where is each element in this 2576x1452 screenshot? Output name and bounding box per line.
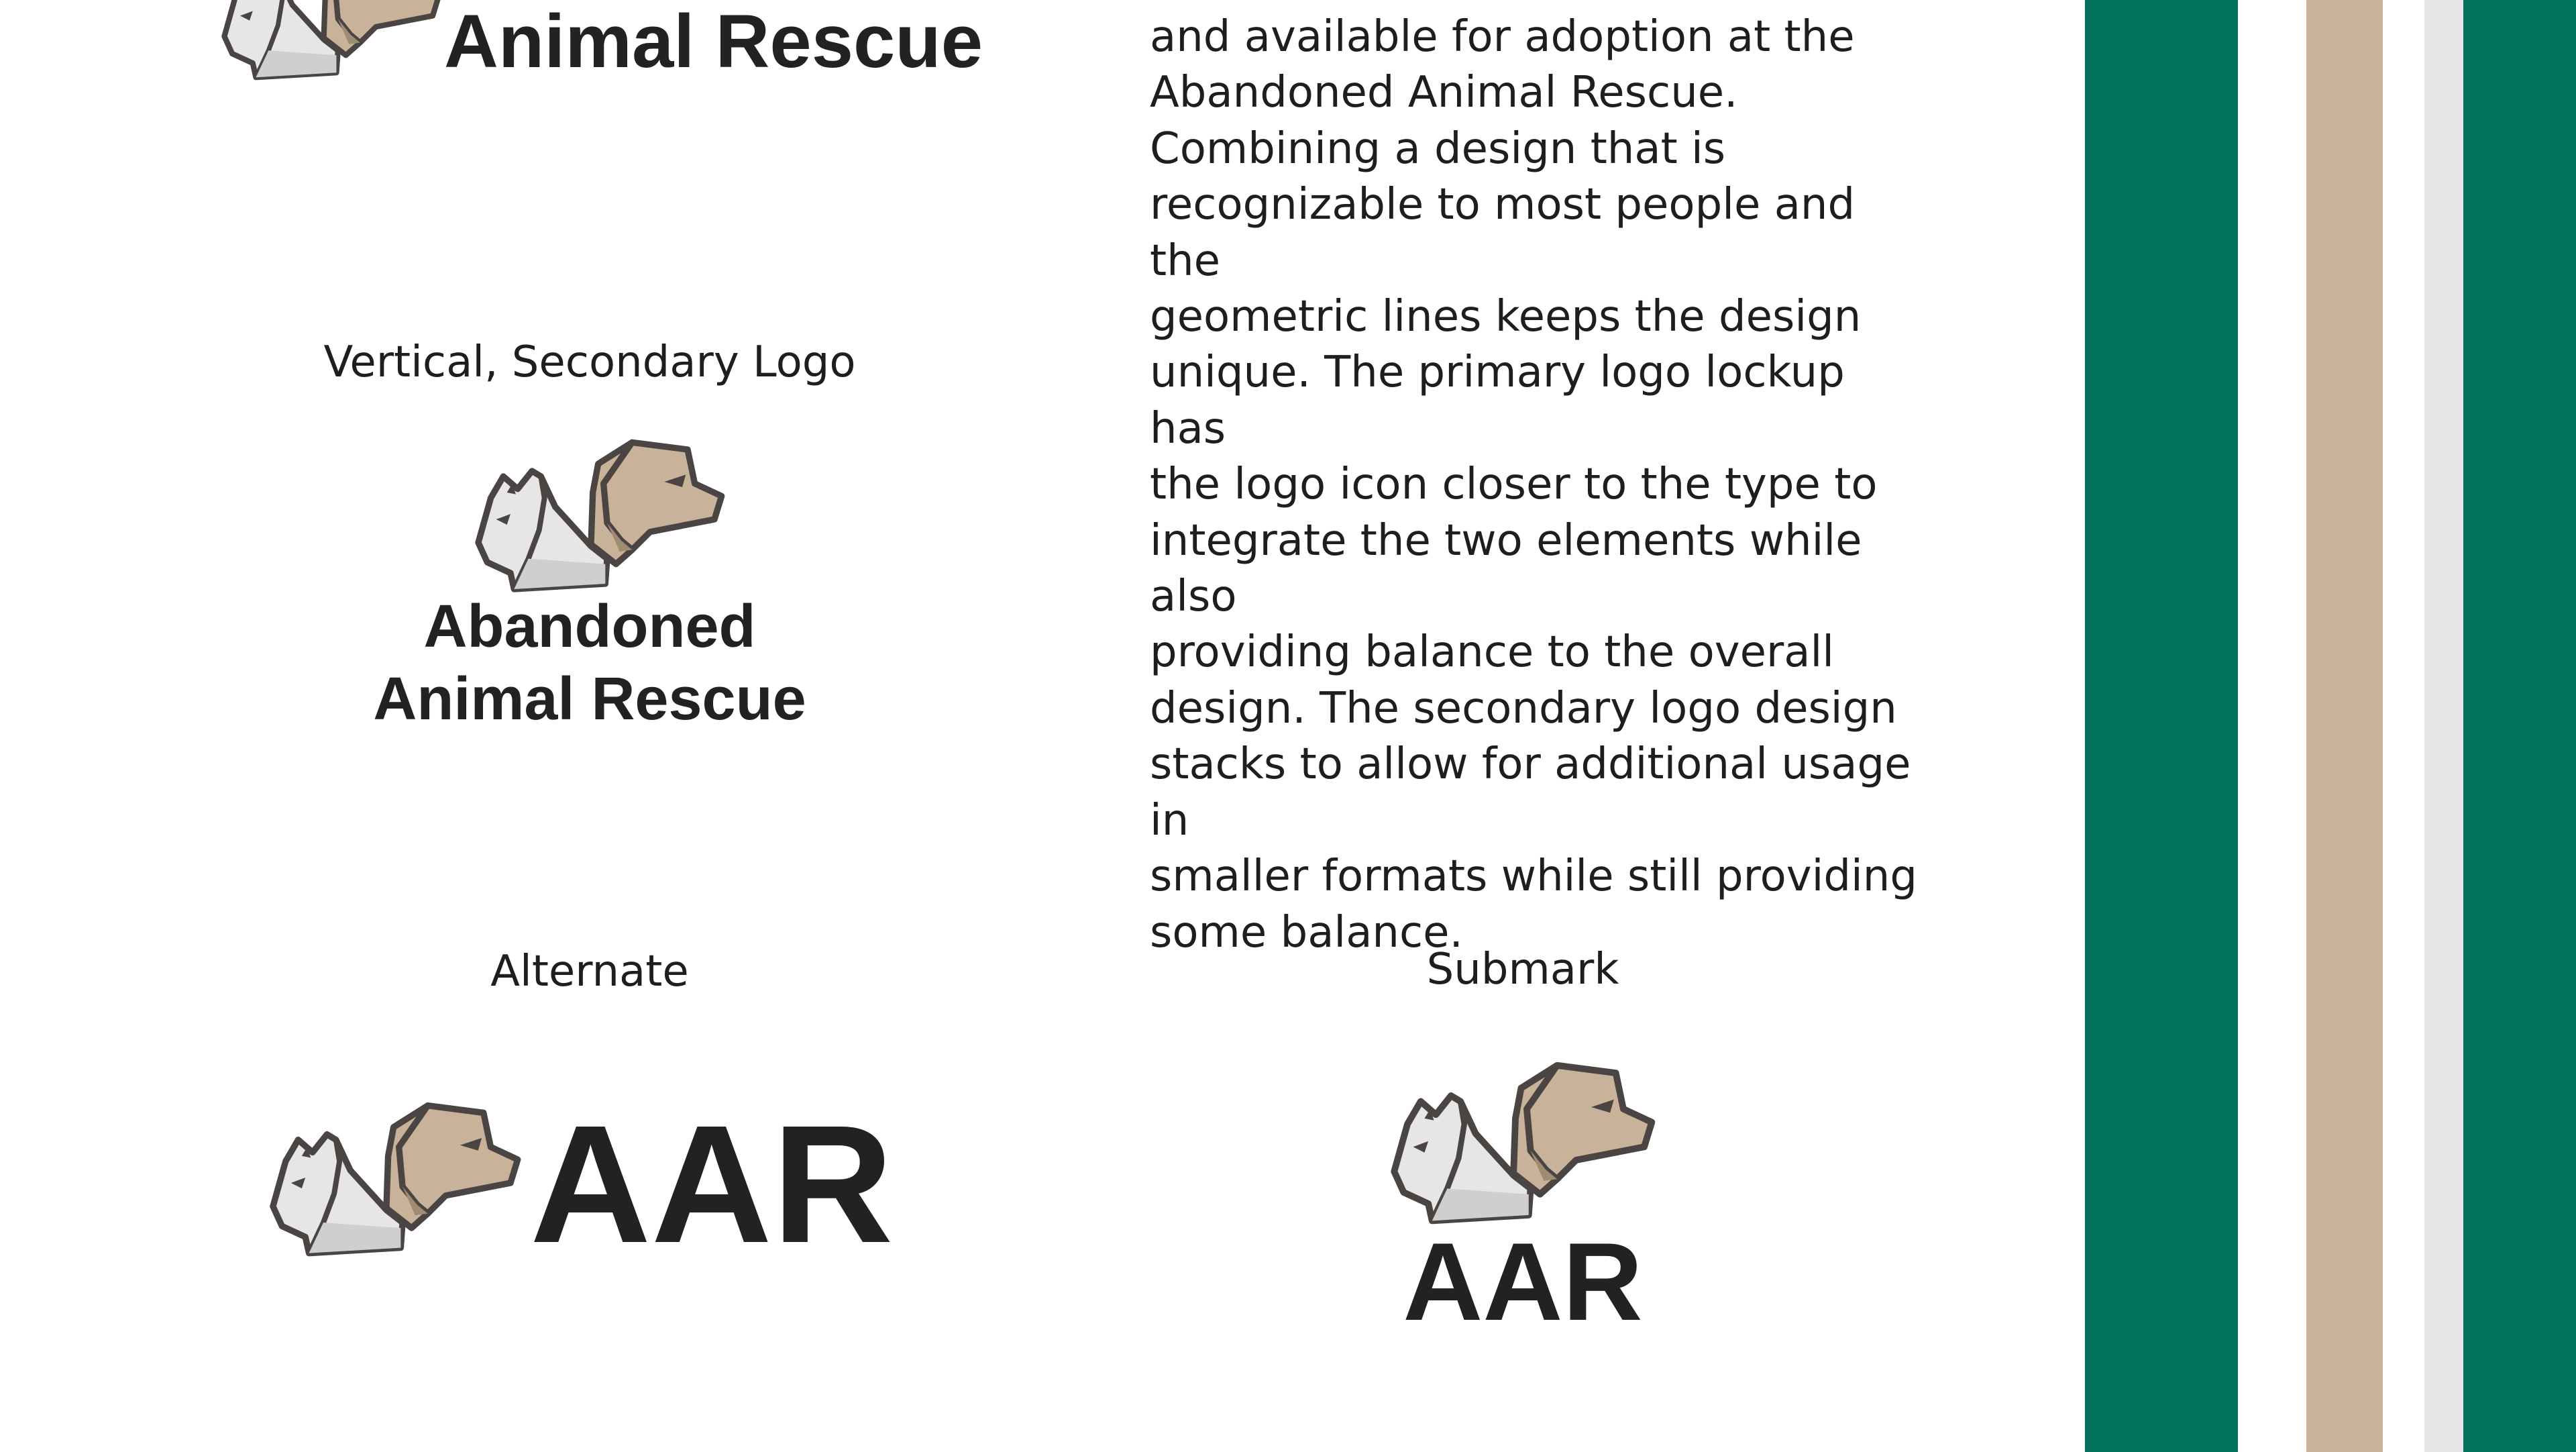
logo-description: and available for adoption at the Abandoned Animal Rescue. Combining a design that is recognizable to most people and the geometric lines keeps the design unique. The primary logo lockup has the logo icon closer to the type to integrate the two elements while also providing balance to the overall design. The secondary logo design stacks to allow for additional usage in smaller formats while still providing some balance. — [1150, 12, 1917, 957]
palette-stripe-light-gray — [2424, 0, 2463, 1452]
pet-logo-icon — [205, 0, 460, 81]
secondary-wordmark-line2: Animal Rescue — [373, 666, 806, 733]
palette-stripe-tan — [2306, 0, 2383, 1452]
palette-stripe-white-2 — [2383, 0, 2424, 1452]
primary-logo — [205, 0, 983, 83]
primary-wordmark: Animal Rescue — [444, 0, 983, 83]
alternate-logo-label: Alternate — [490, 947, 689, 996]
secondary-wordmark-line1: Abandoned — [423, 593, 756, 660]
palette-stripe-green-2 — [2463, 0, 2576, 1452]
secondary-pet-logo-icon — [473, 439, 728, 594]
palette-stripe-green — [2085, 0, 2238, 1452]
submark-label: Submark — [1426, 945, 1619, 994]
palette-stripe-white — [2238, 0, 2306, 1452]
submark-wordmark: AAR — [1403, 1220, 1643, 1343]
alternate-pet-logo-icon — [267, 1104, 525, 1257]
submark-pet-logo-icon — [1388, 1064, 1659, 1225]
alternate-wordmark: AAR — [530, 1090, 894, 1278]
secondary-logo-label: Vertical, Secondary Logo — [323, 338, 856, 387]
